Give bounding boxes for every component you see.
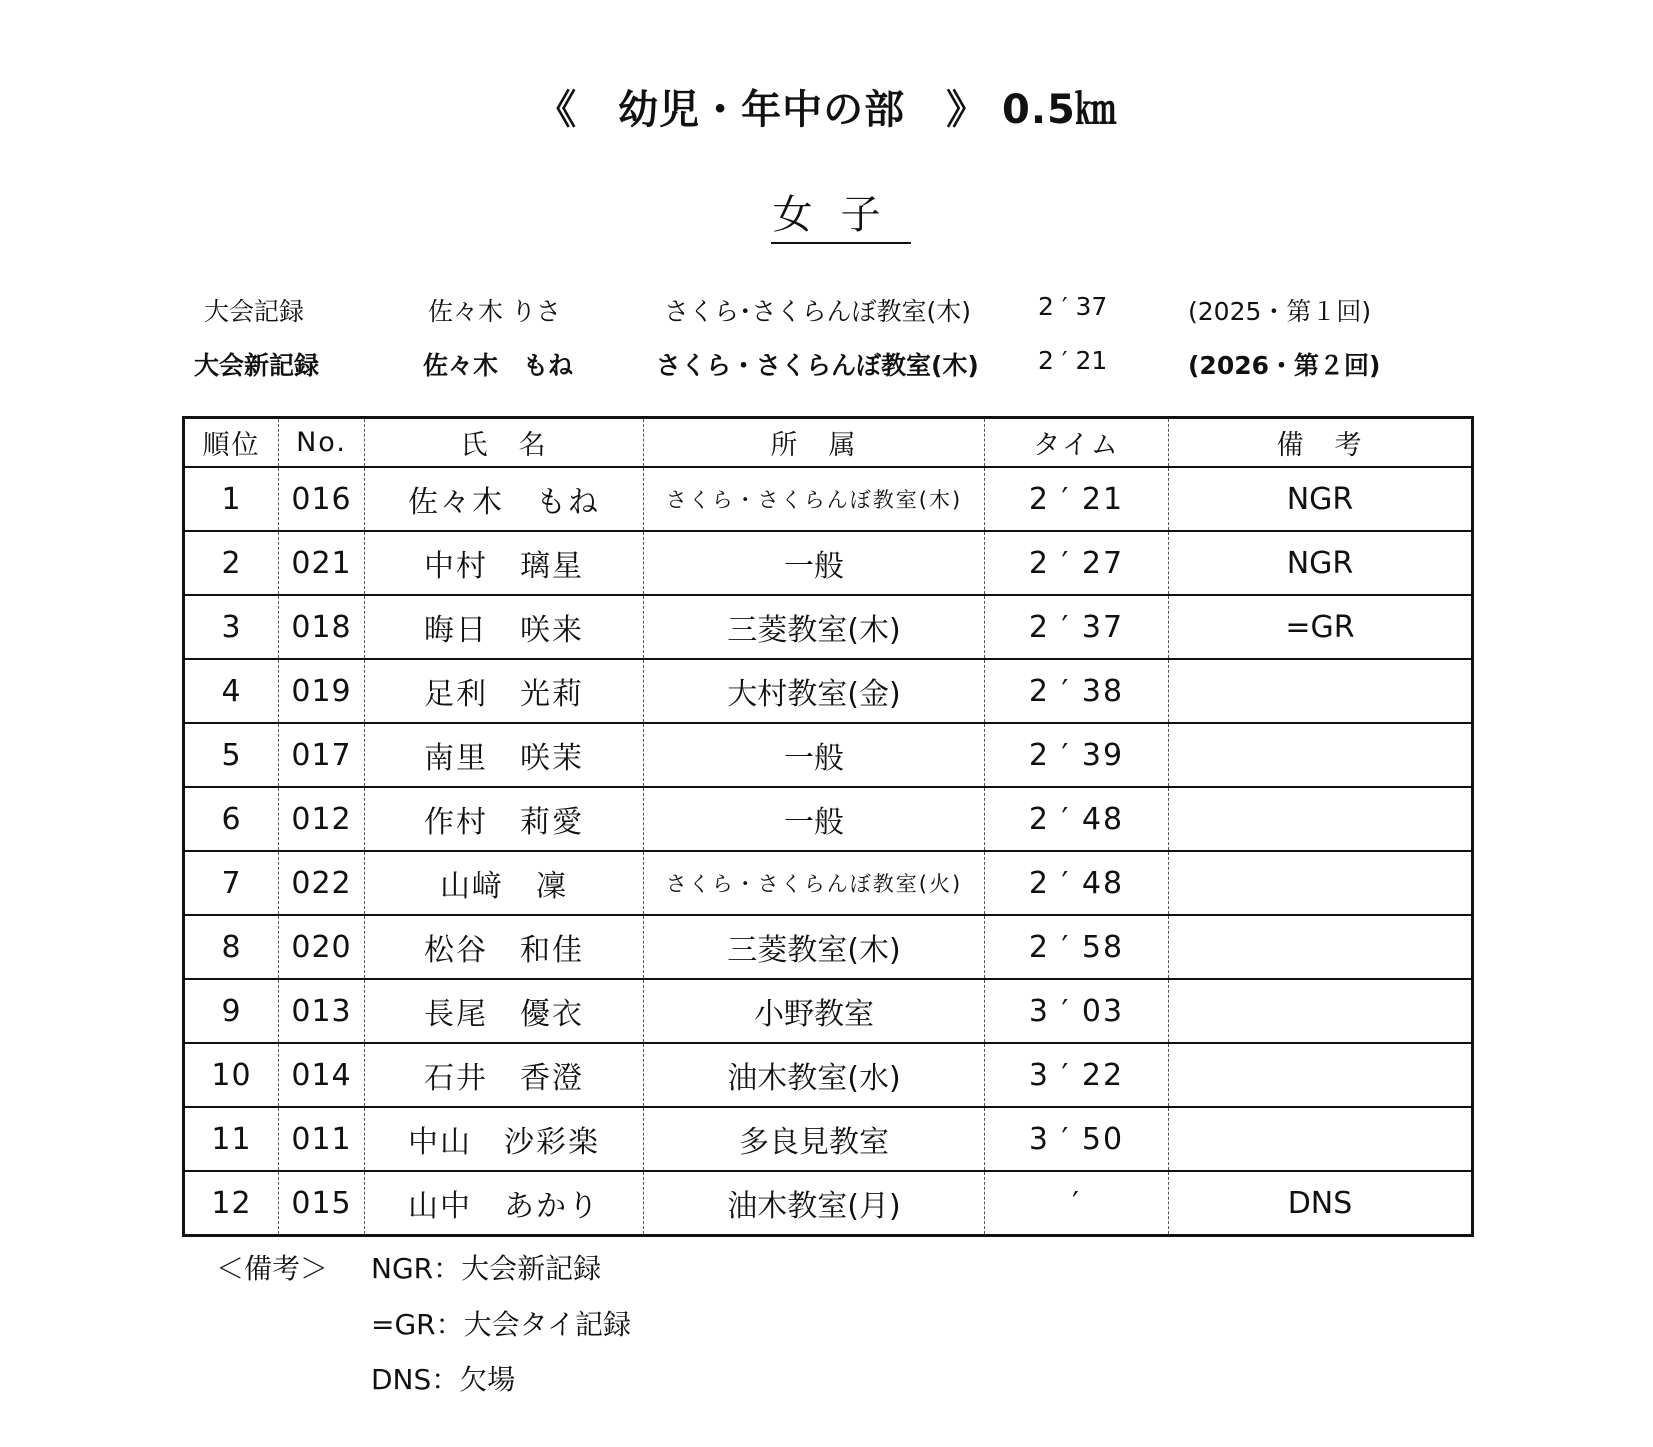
category-subtitle: [0, 183, 1653, 244]
record-row-previous: [0, 292, 1653, 332]
cell-rank: 2: [184, 531, 279, 595]
table-row: [184, 915, 1473, 979]
record-time: 2 ′ 21: [1038, 346, 1108, 375]
table-row: [184, 723, 1473, 787]
table-row: [184, 787, 1473, 851]
record-label: 大会記録: [204, 297, 305, 326]
column-header-no: No.: [279, 418, 365, 468]
cell-name: 作村 莉愛: [365, 787, 644, 851]
cell-name: 山中 あかり: [365, 1171, 644, 1236]
cell-club: 三菱教室(木): [644, 915, 985, 979]
table-row: [184, 1171, 1473, 1236]
cell-bib-number: 021: [279, 531, 365, 595]
cell-rank: 7: [184, 851, 279, 915]
cell-time: 2 ′ 38: [985, 659, 1169, 723]
table-header-row: [184, 418, 1473, 468]
cell-name: 晦日 咲来: [365, 595, 644, 659]
cell-time: 2 ′ 48: [985, 787, 1169, 851]
table-row: [184, 467, 1473, 531]
cell-time: 2 ′ 21: [985, 467, 1169, 531]
cell-club: 多良見教室: [644, 1107, 985, 1171]
cell-club: 小野教室: [644, 979, 985, 1043]
cell-time: 2 ′ 39: [985, 723, 1169, 787]
cell-bib-number: 022: [279, 851, 365, 915]
results-table: [182, 416, 1474, 1237]
cell-note: [1169, 787, 1473, 851]
cell-club: 一般: [644, 531, 985, 595]
table-row: [184, 1107, 1473, 1171]
cell-note: [1169, 851, 1473, 915]
record-edition: (2025・第１回): [1188, 297, 1372, 326]
cell-bib-number: 016: [279, 467, 365, 531]
cell-time: 3 ′ 03: [985, 979, 1169, 1043]
category-subtitle-text: 女子: [771, 183, 911, 244]
cell-bib-number: 017: [279, 723, 365, 787]
cell-time: 3 ′ 22: [985, 1043, 1169, 1107]
cell-note: [1169, 915, 1473, 979]
record-holder-name: 佐々木 りさ: [428, 297, 561, 326]
cell-rank: 6: [184, 787, 279, 851]
cell-club: 一般: [644, 787, 985, 851]
cell-bib-number: 013: [279, 979, 365, 1043]
cell-name: 南里 咲茉: [365, 723, 644, 787]
legend-title: ＜備考＞: [216, 1252, 329, 1285]
cell-name: 長尾 優衣: [365, 979, 644, 1043]
column-header-club: 所 属: [644, 418, 985, 468]
cell-time: 3 ′ 50: [985, 1107, 1169, 1171]
column-header-name: 氏 名: [365, 418, 644, 468]
record-holder-club: さくら･さくらんぼ教室(木): [664, 297, 972, 326]
cell-note: =GR: [1169, 595, 1473, 659]
cell-rank: 8: [184, 915, 279, 979]
cell-name: 松谷 和佳: [365, 915, 644, 979]
cell-club: 三菱教室(木): [644, 595, 985, 659]
cell-club: 油木教室(水): [644, 1043, 985, 1107]
cell-time: 2 ′ 58: [985, 915, 1169, 979]
cell-bib-number: 014: [279, 1043, 365, 1107]
table-row: [184, 659, 1473, 723]
page-title: 《 幼児・年中の部 》 0.5㎞: [536, 87, 1117, 133]
cell-name: 石井 香澄: [365, 1043, 644, 1107]
cell-note: [1169, 1043, 1473, 1107]
cell-bib-number: 019: [279, 659, 365, 723]
cell-time: 2 ′ 27: [985, 531, 1169, 595]
column-header-time: タイム: [985, 418, 1169, 468]
record-holder-club: さくら・さくらんぼ教室(木): [656, 351, 979, 380]
cell-bib-number: 012: [279, 787, 365, 851]
table-row: [184, 595, 1473, 659]
cell-name: 中山 沙彩楽: [365, 1107, 644, 1171]
table-row: [184, 1043, 1473, 1107]
column-header-rank: 順位: [184, 418, 279, 468]
legend-item-ngr: NGR：大会新記録: [371, 1252, 602, 1285]
cell-note: [1169, 659, 1473, 723]
cell-time: 2 ′ 48: [985, 851, 1169, 915]
record-holder-name: 佐々木 もね: [423, 351, 574, 380]
cell-club: 油木教室(月): [644, 1171, 985, 1236]
cell-club: 一般: [644, 723, 985, 787]
cell-rank: 5: [184, 723, 279, 787]
cell-bib-number: 011: [279, 1107, 365, 1171]
cell-rank: 4: [184, 659, 279, 723]
cell-note: [1169, 979, 1473, 1043]
cell-rank: 11: [184, 1107, 279, 1171]
legend-item-gr: =GR：大会タイ記録: [371, 1308, 632, 1341]
cell-club: さくら・さくらんぼ教室(火): [644, 851, 985, 915]
cell-name: 中村 璃星: [365, 531, 644, 595]
cell-note: DNS: [1169, 1171, 1473, 1236]
cell-note: NGR: [1169, 467, 1473, 531]
cell-time: 2 ′ 37: [985, 595, 1169, 659]
cell-note: [1169, 1107, 1473, 1171]
record-time: 2 ′ 37: [1038, 292, 1108, 321]
cell-name: 佐々木 もね: [365, 467, 644, 531]
cell-note: NGR: [1169, 531, 1473, 595]
record-row-new: [0, 346, 1653, 386]
record-label: 大会新記録: [194, 351, 320, 380]
cell-note: [1169, 723, 1473, 787]
cell-bib-number: 020: [279, 915, 365, 979]
cell-club: さくら・さくらんぼ教室(木): [644, 467, 985, 531]
cell-time: ′: [985, 1171, 1169, 1236]
cell-club: 大村教室(金): [644, 659, 985, 723]
cell-name: 足利 光莉: [365, 659, 644, 723]
cell-bib-number: 018: [279, 595, 365, 659]
cell-rank: 1: [184, 467, 279, 531]
table-row: [184, 979, 1473, 1043]
table-row: [184, 851, 1473, 915]
cell-rank: 3: [184, 595, 279, 659]
cell-bib-number: 015: [279, 1171, 365, 1236]
cell-rank: 12: [184, 1171, 279, 1236]
record-edition: (2026・第２回): [1188, 351, 1381, 380]
cell-rank: 9: [184, 979, 279, 1043]
cell-name: 山﨑 凜: [365, 851, 644, 915]
legend-item-dns: DNS：欠場: [371, 1363, 516, 1396]
table-row: [184, 531, 1473, 595]
column-header-note: 備 考: [1169, 418, 1473, 468]
cell-rank: 10: [184, 1043, 279, 1107]
